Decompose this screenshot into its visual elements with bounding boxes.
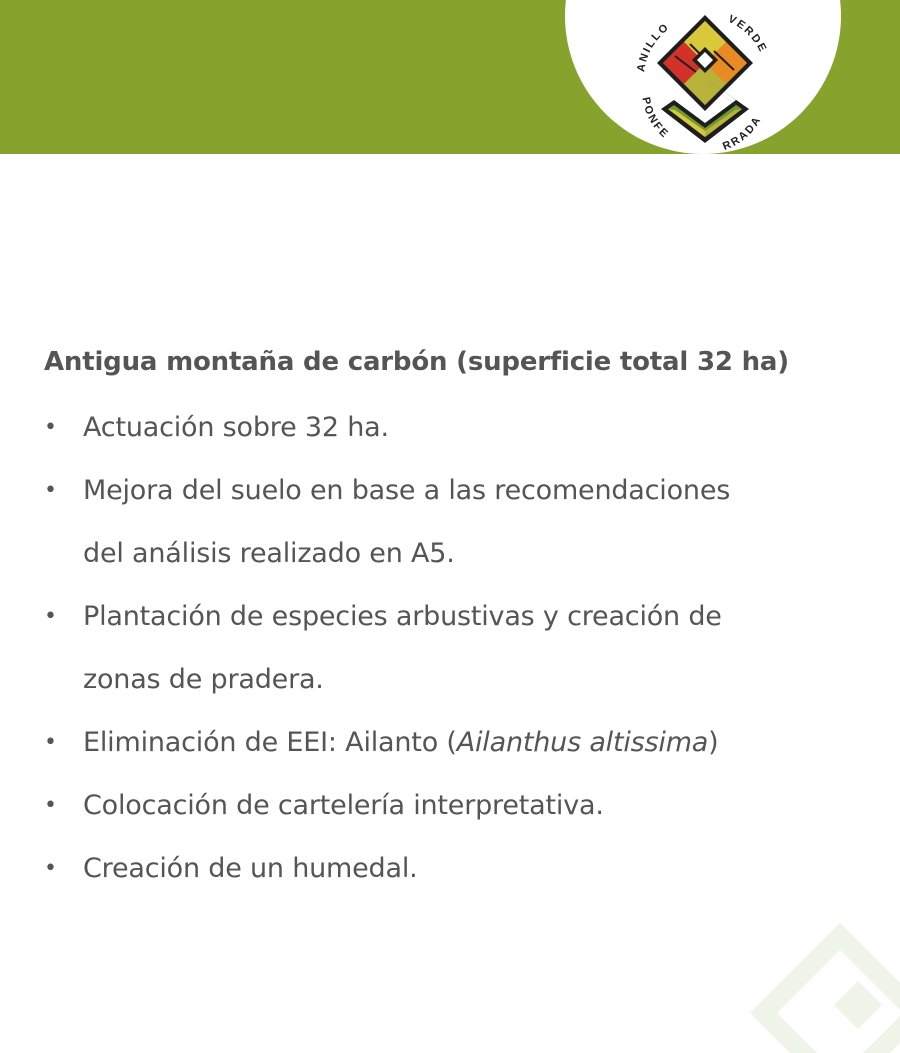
logo-text-ponfe: PONFE: [639, 96, 672, 142]
content-section: [44, 342, 864, 900]
bullet-text: zonas de pradera.: [83, 664, 324, 695]
bullet-dot: •: [44, 604, 57, 629]
bullet-item: [44, 711, 864, 774]
svg-text:PONFE: [639, 96, 671, 141]
bullet-list: [44, 396, 864, 900]
bullet-item: [44, 396, 864, 459]
bullet-item-continuation: [44, 522, 864, 585]
logo-text-anillo: ANILLO: [635, 20, 673, 73]
bullet-text: del análisis realizado en A5.: [83, 538, 455, 569]
bullet-text: Colocación de cartelería interpretativa.: [83, 790, 604, 821]
bullet-item: [44, 459, 864, 522]
section-title: Antigua montaña de carbón (superficie total 32 ha): [44, 347, 789, 377]
bullet-text: Actuación sobre 32 ha.: [83, 412, 389, 443]
bullet-dot: •: [44, 730, 57, 755]
bullet-item: [44, 585, 864, 648]
bullet-text-before: Eliminación de EEI: Ailanto (: [83, 727, 457, 758]
bullet-item-continuation: [44, 648, 864, 711]
bullet-dot: •: [44, 415, 57, 440]
bullet-text: Creación de un humedal.: [83, 853, 418, 884]
logo-text-rrada: RRADA: [721, 113, 765, 151]
bullet-text: Plantación de especies arbustivas y creación de: [83, 601, 722, 632]
bullet-text-italic: Ailanthus altissima: [456, 727, 709, 758]
bullet-dot: •: [44, 478, 57, 503]
anillo-verde-ponferrada-logo: [630, 6, 780, 151]
watermark-diamond-shape: [690, 905, 900, 1053]
logo-text-verde: VERDE: [726, 13, 770, 56]
bullet-text: Mejora del suelo en base a las recomendaciones: [83, 475, 731, 506]
bullet-dot: •: [44, 856, 57, 881]
bullet-item: [44, 837, 864, 900]
bullet-text-after: ): [708, 727, 719, 758]
bullet-item: [44, 774, 864, 837]
bullet-dot: •: [44, 793, 57, 818]
